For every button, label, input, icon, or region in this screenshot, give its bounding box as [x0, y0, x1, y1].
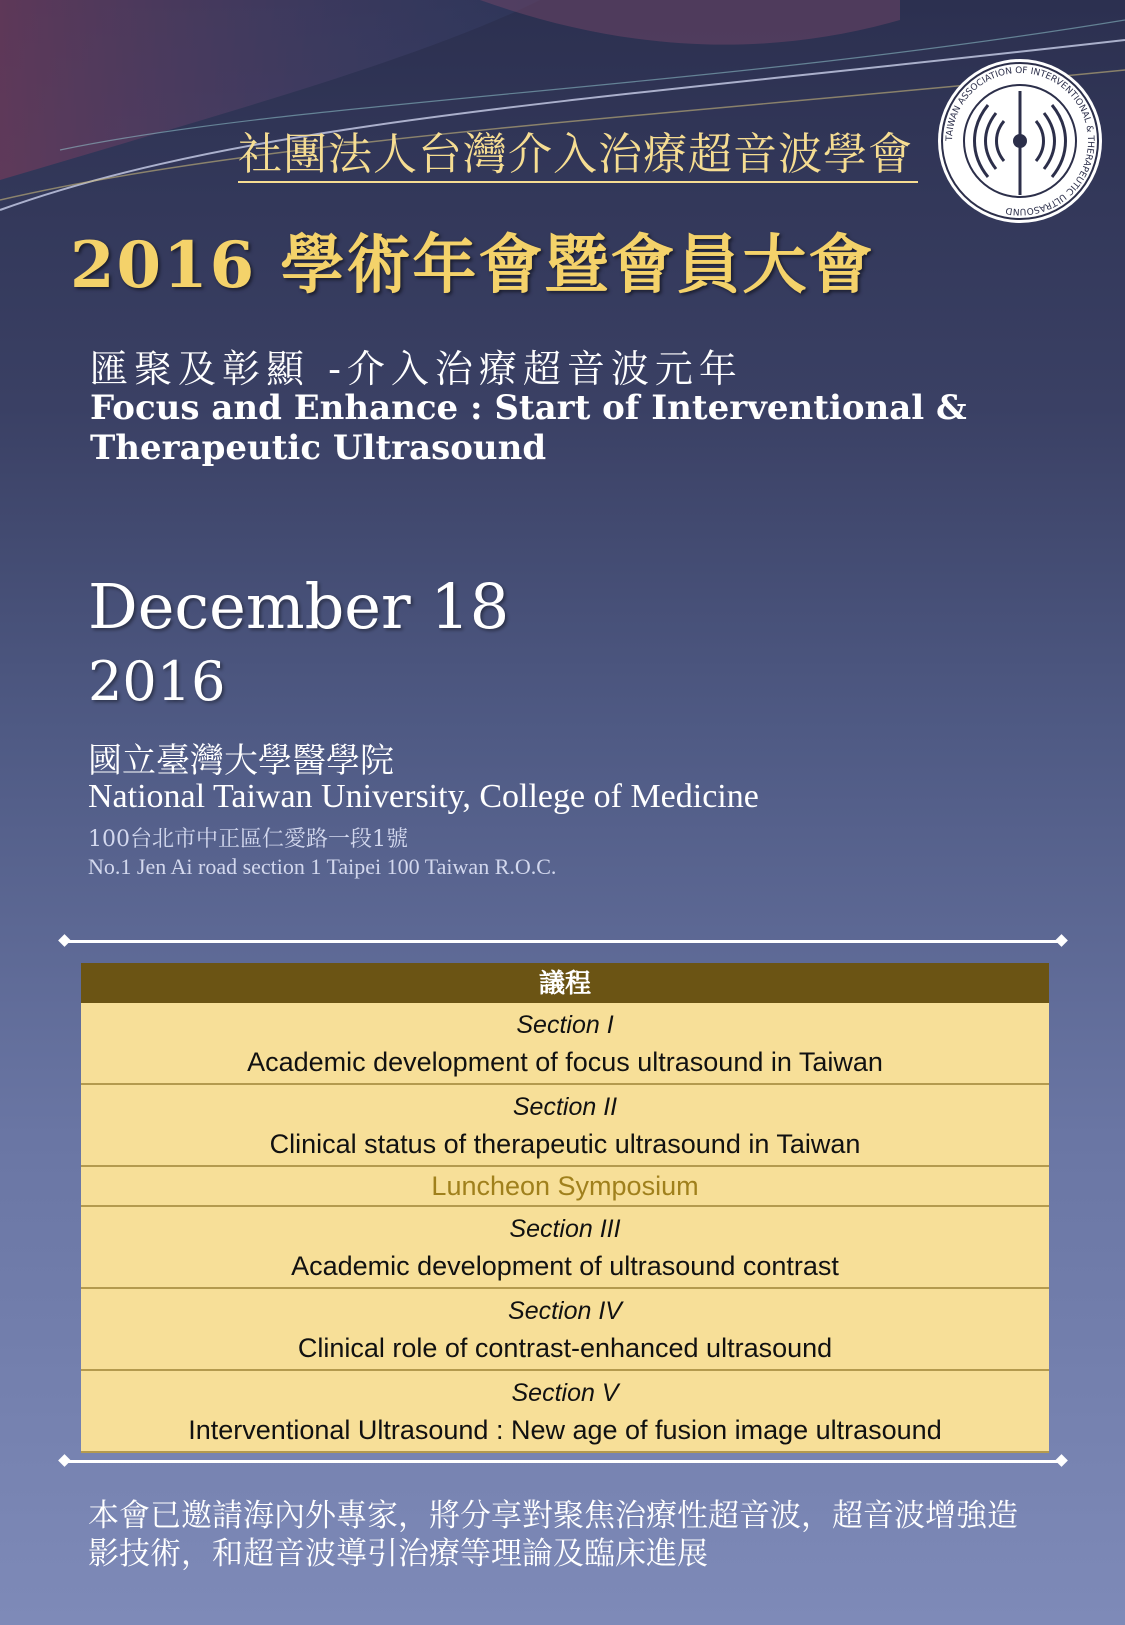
theme-chinese: 匯聚及彰顯 -介入治療超音波元年	[90, 347, 743, 391]
section-label: Section II	[512, 1093, 618, 1121]
divider-bottom	[64, 1460, 1062, 1463]
section-title: Clinical role of contrast-enhanced ultrasound	[297, 1333, 833, 1363]
agenda-row	[81, 1207, 1049, 1289]
section-label: Section V	[511, 1379, 619, 1407]
logo-ring-text: TAIWAN ASSOCIATION OF INTERVENTIONAL & THERAPEUTIC ULTRASOUND	[944, 65, 1096, 217]
agenda-row	[81, 1085, 1049, 1167]
agenda-row	[81, 1003, 1049, 1085]
org-name-underline	[238, 181, 918, 183]
address-english: No.1 Jen Ai road section 1 Taipei 100 Taiwan R.O.C.	[88, 854, 557, 879]
association-logo	[934, 55, 1106, 227]
event-year: 2016	[88, 650, 226, 713]
section-label: Section I	[516, 1011, 614, 1039]
venue-english: National Taiwan University, College of Medicine	[88, 778, 759, 815]
section-title: Academic development of ultrasound contrast	[291, 1251, 839, 1281]
venue-chinese: 國立臺灣大學醫學院	[88, 741, 394, 781]
agenda-table	[81, 963, 1049, 1453]
section-title: Interventional Ultrasound : New age of fusion image ultrasound	[188, 1415, 942, 1445]
event-title: 2016 學術年會暨會員大會	[70, 228, 875, 303]
event-date: December 18	[88, 570, 510, 643]
agenda-row	[81, 1371, 1049, 1453]
section-title: Academic development of focus ultrasound in Taiwan	[247, 1047, 883, 1077]
closing-statement: 本會已邀請海內外專家，將分享對聚焦治療性超音波，超音波增強造影技術，和超音波導引治療等理論及臨床進展	[88, 1498, 1018, 1572]
divider-top	[64, 940, 1062, 943]
luncheon-symposium: Luncheon Symposium	[81, 1167, 1049, 1207]
section-label: Section III	[509, 1215, 621, 1243]
agenda-header: 議程	[81, 963, 1049, 1003]
address-chinese: 100台北市中正區仁愛路一段1號	[88, 827, 408, 852]
organization-name: 社團法人台灣介入治療超音波學會	[238, 129, 913, 180]
theme-english: Focus and Enhance : Start of Interventional & Therapeutic Ultrasound	[90, 388, 967, 468]
section-title: Clinical status of therapeutic ultrasound in Taiwan	[269, 1129, 861, 1159]
section-label: Section IV	[508, 1297, 622, 1325]
agenda-row	[81, 1289, 1049, 1371]
